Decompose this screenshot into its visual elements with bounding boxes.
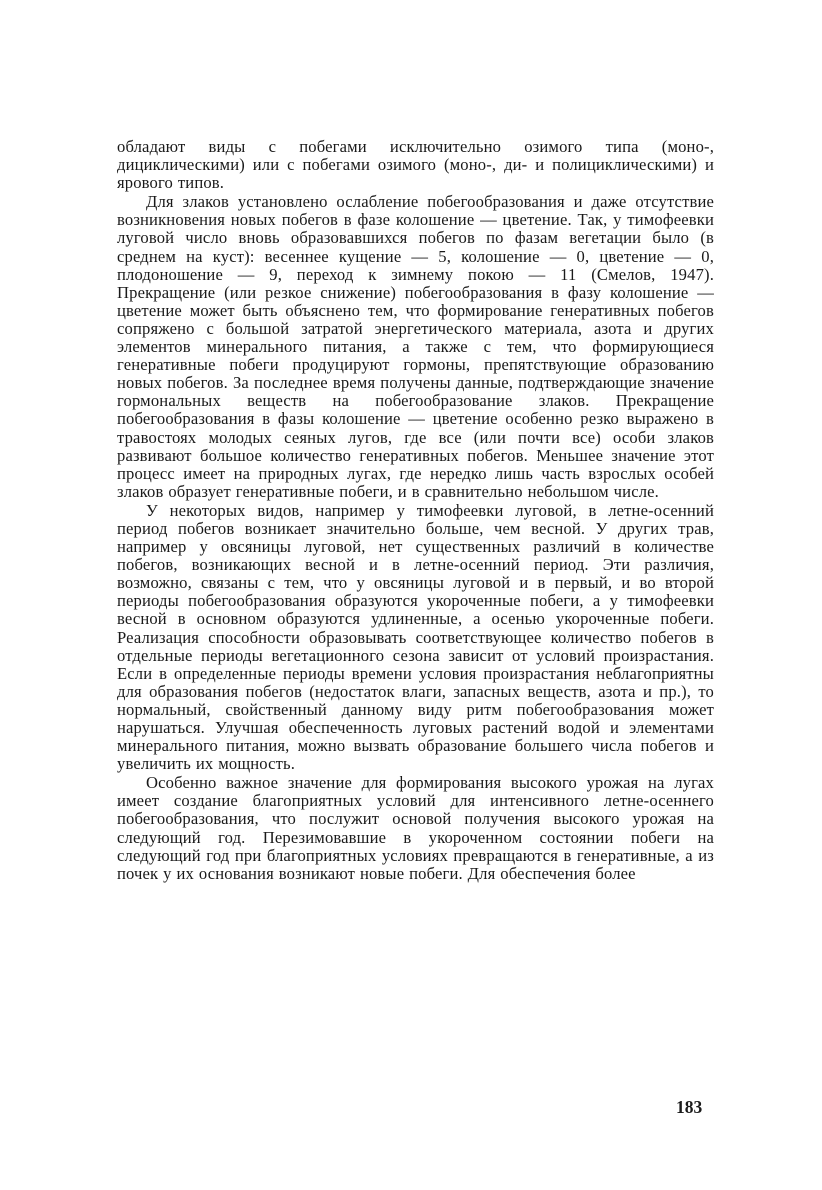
paragraph-continuation: обладают виды с побегами исключительно озимого типа (моно-, дициклическими) или с побегами озимого (моно-, ди- и полициклическими) и ярового типов.	[117, 137, 714, 193]
paragraph-yield-conditions: Особенно важное значение для формирования высокого урожая на лугах имеет создание благоприятных условий для интенсивного летне-осеннего побегообразования, что послужит основой получения высокого урожая на следующий год. Перезимовавшие в укороченном состоянии побеги на следующий год при благоприятных условиях превращаются в генеративные, а из почек у их основания возникают новые побеги. Для обеспечения более	[117, 773, 714, 883]
page-body	[117, 138, 714, 883]
paragraph-seasonal-differences: У некоторых видов, например у тимофеевки луговой, в летне-осенний период побегов возникает значительно больше, чем весной. У других трав, например у овсяницы луговой, нет существенных различий в количестве побегов, возникающих весной и в летне-осенний период. Эти различия, возможно, связаны с тем, что у овсяницы луговой и в первый, и во второй периоды побегообразования образуются укороченные побеги, а у тимофеевки весной в основном образуются удлиненные, а осенью укороченные побеги. Реализация способности образовывать соответствующее количество побегов в отдельные периоды вегетационного сезона зависит от условий произрастания. Если в определенные периоды времени условия произрастания неблагоприятны для образования побегов (недостаток влаги, запасных веществ, азота и пр.), то нормальный, свойственный данному виду ритм побегообразования может нарушаться. Улучшая обеспеченность луговых растений водой и элементами минерального питания, можно вызвать образование большего числа побегов и увеличить их мощность.	[117, 500, 714, 774]
paragraph-shoot-formation-grasses: Для злаков установлено ослабление побегообразования и даже отсутствие возникновения новых побегов в фазе колошение — цветение. Так, у тимофеевки луговой число вновь образовавшихся побегов по фазам вегетации было (в среднем на куст): весеннее кущение — 5, колошение — 0, цветение — 0, плодоношение — 9, переход к зимнему покою — 11 (Смелов, 1947). Прекращение (или резкое снижение) побегообразования в фазу колошение — цветение может быть объяснено тем, что формирование генеративных побегов сопряжено с большой затратой энергетического материала, азота и других элементов минерального питания, а также с тем, что формирующиеся генеративные побеги продуцируют гормоны, препятствующие образованию новых побегов. За последнее время получены данные, подтверждающие значение гормональных веществ на побегообразование злаков. Прекращение побегообразования в фазы колошение — цветение особенно резко выражено в травостоях молодых сеяных лугов, где все (или почти все) особи злаков развивают большое количество генеративных побегов. Меньшее значение этот процесс имеет на природных лугах, где нередко лишь часть взрослых особей злаков образует генеративные побеги, и в сравнительно небольшом числе.	[117, 192, 714, 501]
page-number: 183	[676, 1097, 703, 1117]
